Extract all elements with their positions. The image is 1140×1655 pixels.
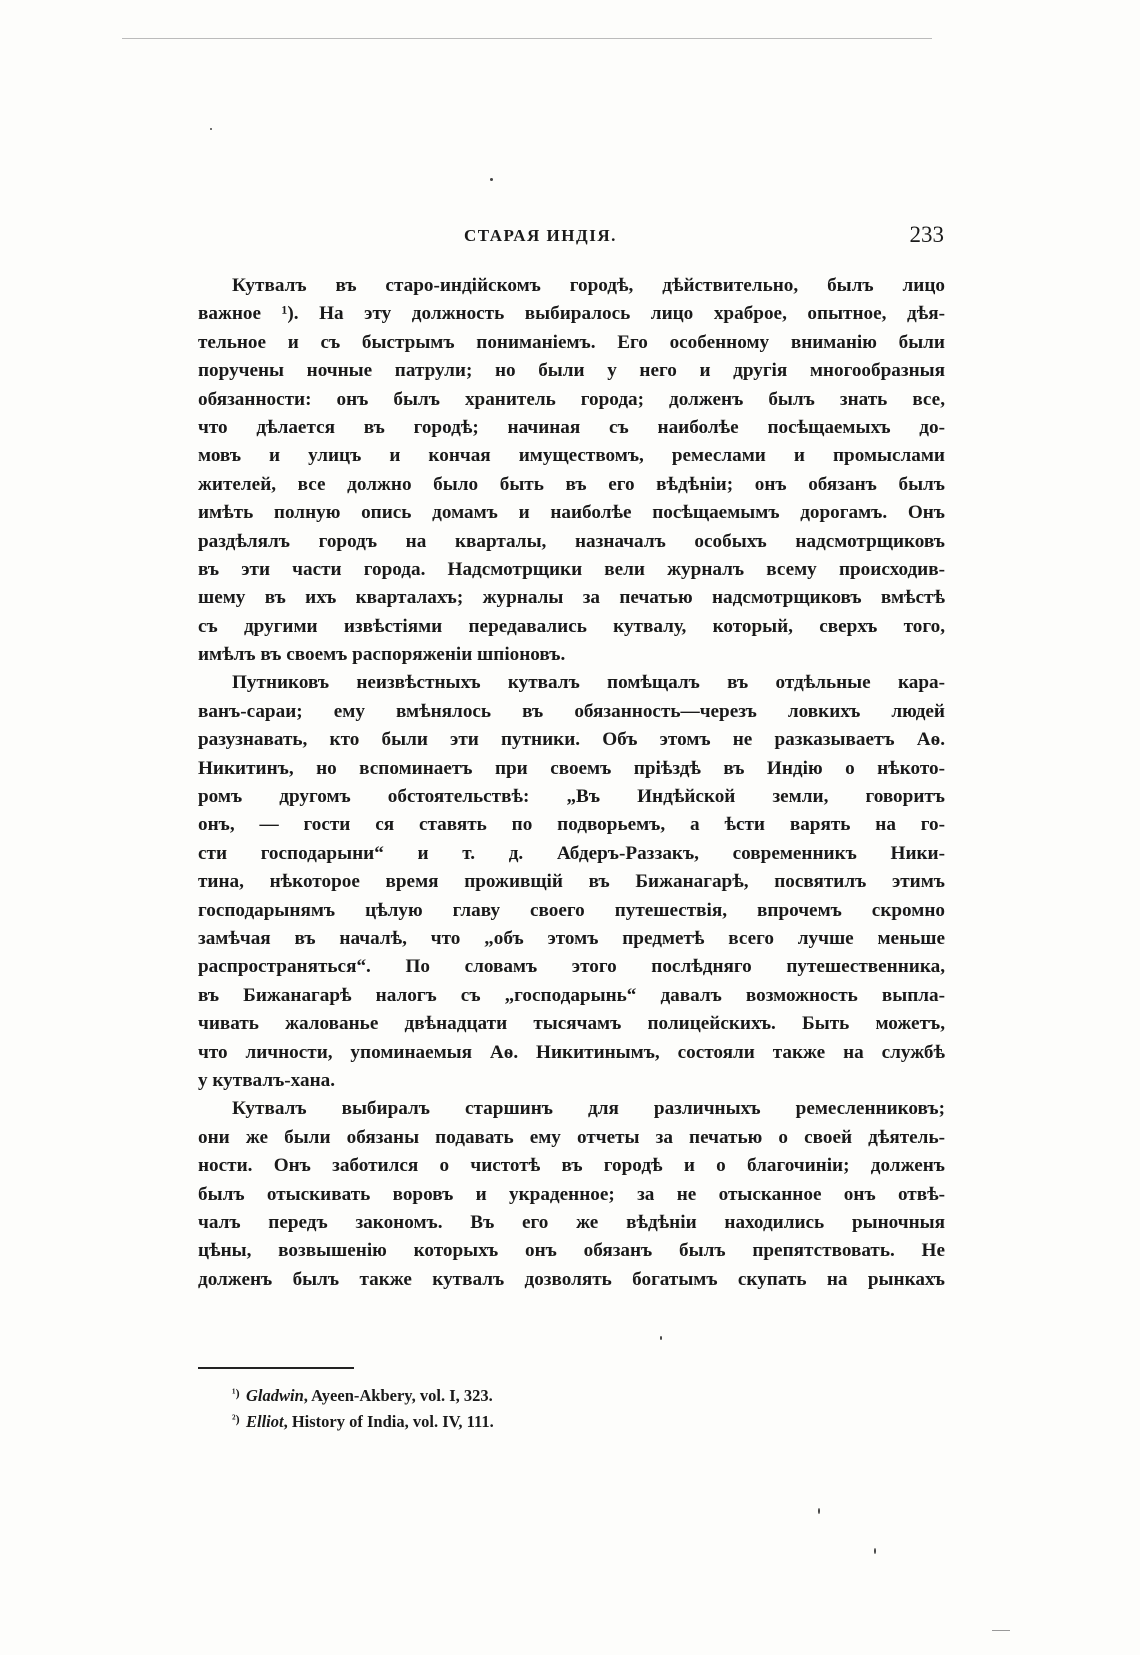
text-line: чивать жалованье двѣнадцати тысячамъ полицейскихъ. Быть можетъ,	[198, 1013, 945, 1035]
text-line: у кутвалъ-хана.	[198, 1069, 336, 1091]
text-line: шему въ ихъ кварталахъ; журналы за печатью надсмотрщиковъ вмѣстѣ	[198, 587, 945, 609]
text-line: обязанности: онъ былъ хранитель города; долженъ былъ знать все,	[198, 388, 945, 410]
footnote-text: , History of India, vol. IV, 111.	[283, 1412, 494, 1431]
text-line: тина, нѣкоторое время проживщій въ Бижанагарѣ, посвятилъ этимъ	[198, 871, 945, 893]
text-line: былъ отыскивать воровъ и украденное; за не отысканное онъ отвѣ-	[198, 1183, 945, 1205]
text-line: ромъ другомъ обстоятельствѣ: „Въ Индѣйской земли, говоритъ	[198, 786, 945, 808]
text-line: распространяться“. По словамъ этого послѣдняго путешественника,	[198, 956, 945, 978]
text-line: въ эти части города. Надсмотрщики вели журналъ всему происходив-	[198, 558, 945, 580]
page-number: 233	[909, 222, 944, 247]
footnote	[232, 1380, 832, 1406]
footnotes	[232, 1380, 832, 1432]
footnote-mark: ²)	[232, 1412, 240, 1426]
text-line: онъ, — гости ся ставять по подворьемъ, а ѣсти варять на го-	[198, 814, 945, 836]
text-line: имѣть полную опись домамъ и наиболѣе посѣщаемымъ дорогамъ. Онъ	[198, 502, 945, 524]
page-top-edge	[122, 38, 932, 39]
page-edge-mark	[992, 1630, 1010, 1631]
page-header	[196, 222, 944, 256]
footnote-text: , Ayeen-Akbery, vol. I, 323.	[303, 1386, 493, 1405]
body-text	[198, 272, 945, 1294]
text-line: цѣны, возвышенію которыхъ онъ обязанъ былъ препятствовать. Не	[198, 1240, 945, 1262]
print-speck	[490, 178, 493, 181]
text-line: замѣчая въ началѣ, что „объ этомъ предметѣ всего лучше меньше	[198, 927, 945, 949]
text-line: важное ¹). На эту должность выбиралось лицо храброе, опытное, дѣя-	[198, 303, 945, 325]
text-line: что личности, упоминаемыя Аѳ. Никитинымъ, состояли также на службѣ	[198, 1041, 945, 1063]
footnote-author: Gladwin	[246, 1386, 304, 1405]
text-line: Никитинъ, но вспоминаетъ при своемъ пріѣздѣ въ Индію о нѣкото-	[198, 757, 945, 779]
text-line: раздѣлялъ городъ на кварталы, назначалъ особыхъ надсмотрщиковъ	[198, 530, 945, 552]
text-line: имѣлъ въ своемъ распоряженіи шпіоновъ.	[198, 644, 566, 666]
footnote-author: Elliot	[246, 1412, 284, 1431]
text-line: сти господарыни“ и т. д. Абдеръ-Раззакъ, современникъ Ники-	[198, 842, 945, 864]
text-line: долженъ былъ также кутвалъ дозволять богатымъ скупать на рынкахъ	[198, 1268, 945, 1290]
text-line: поручены ночные патрули; но были у него и другія многообразныя	[198, 360, 945, 382]
footnote	[232, 1406, 832, 1432]
text-line: чалъ передъ закономъ. Въ его же вѣдѣніи находились рыночныя	[198, 1211, 945, 1233]
text-line: тельное и съ быстрымъ пониманіемъ. Его особенному вниманію были	[198, 331, 945, 353]
text-line: въ Бижанагарѣ налогъ съ „господарынь“ давалъ возможность выпла-	[198, 984, 945, 1006]
text-line: ванъ-сараи; ему вмѣнялось въ обязанность—черезъ ловкихъ людей	[198, 700, 945, 722]
print-speck	[660, 1336, 662, 1340]
text-line: Путниковъ неизвѣстныхъ кутвалъ помѣщалъ въ отдѣльные кара-	[232, 672, 945, 694]
text-line: съ другими извѣстіями передавались кутвалу, который, сверхъ того,	[198, 615, 945, 637]
print-speck	[818, 1508, 820, 1514]
text-line: они же были обязаны подавать ему отчеты за печатью о своей дѣятель-	[198, 1126, 945, 1148]
footnote-mark: ¹)	[232, 1386, 240, 1400]
text-line: ности. Онъ заботился о чистотѣ въ городѣ и о благочиніи; долженъ	[198, 1155, 945, 1177]
text-line: Кутвалъ въ старо-индійскомъ городѣ, дѣйствительно, былъ лицо	[232, 275, 945, 296]
print-speck	[210, 128, 212, 130]
text-line: жителей, все должно было быть въ его вѣдѣніи; онъ обязанъ былъ	[198, 473, 945, 495]
running-title: СТАРАЯ ИНДІЯ.	[464, 226, 617, 245]
text-line: мовъ и улицъ и кончая имуществомъ, ремеслами и промыслами	[198, 445, 945, 467]
text-line: разузнавать, кто были эти путники. Объ этомъ не разказываетъ Аѳ.	[198, 729, 945, 751]
text-line: что дѣлается въ городѣ; начиная съ наиболѣе посѣщаемыхъ до-	[198, 416, 945, 438]
text-line: Кутвалъ выбиралъ старшинъ для различныхъ ремесленниковъ;	[232, 1098, 945, 1120]
text-line: господарынямъ цѣлую главу своего путешествія, впрочемъ скромно	[198, 899, 945, 921]
footnote-separator	[198, 1367, 354, 1369]
print-speck	[874, 1548, 876, 1554]
